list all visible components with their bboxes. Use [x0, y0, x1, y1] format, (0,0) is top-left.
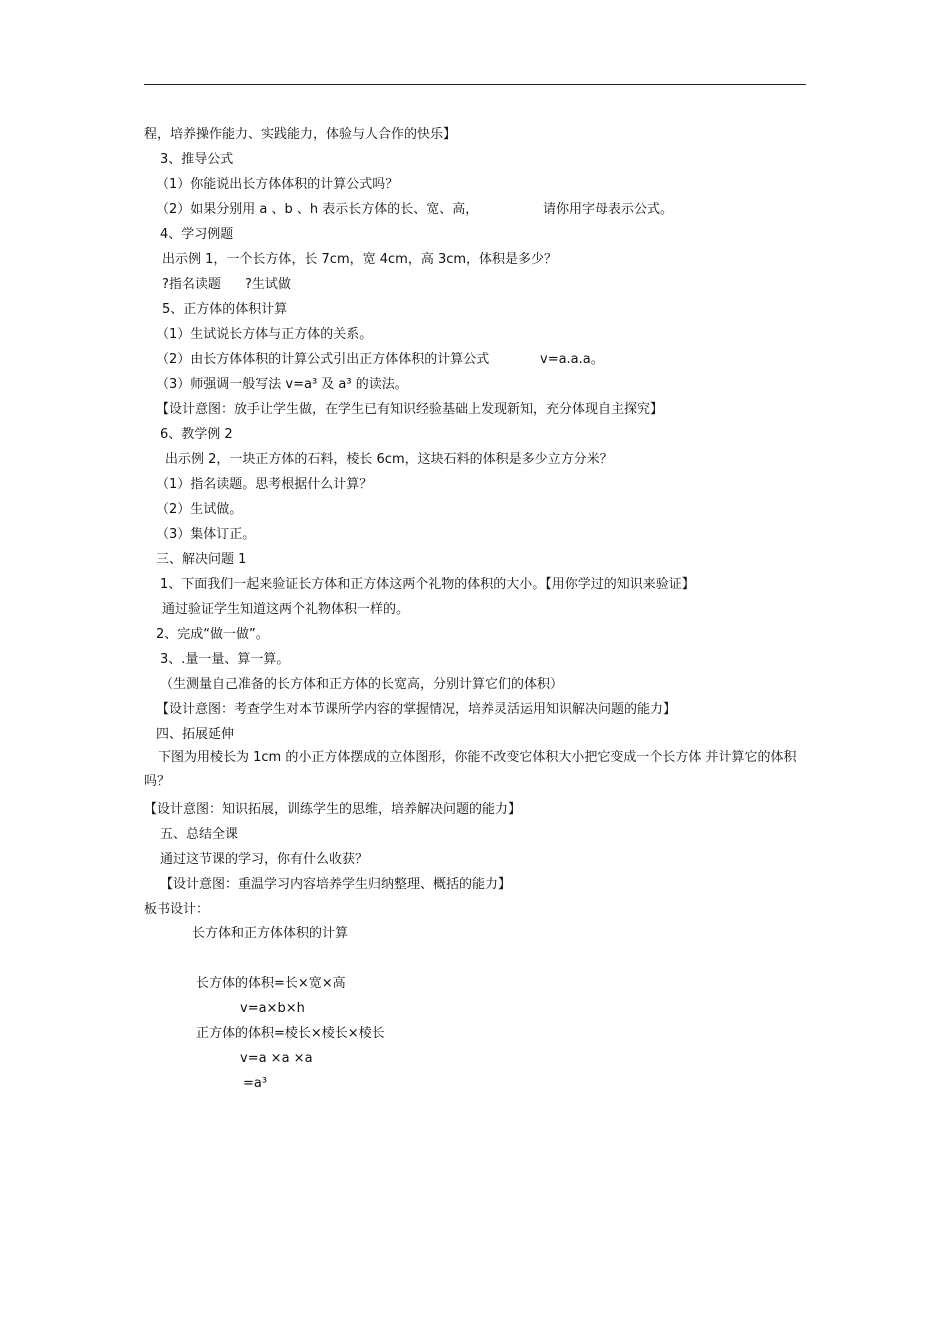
example-2-item-2: （2）生试做。: [156, 502, 243, 517]
board-cuboid-formula: 长方体的体积=长×宽×高: [196, 976, 346, 991]
board-cube-formula: 正方体的体积=棱长×棱长×棱长: [196, 1026, 385, 1041]
example-2-item-1: （1）指名读题。思考根据什么计算？: [156, 477, 373, 492]
solve-item-1: 1、下面我们一起来验证长方体和正方体这两个礼物的体积的大小。【用你学过的知识来验证】: [160, 577, 695, 592]
board-cube-power: =a³: [243, 1076, 268, 1091]
continued-line: 程，培养操作能力、实践能力，体验与人合作的快乐】: [144, 127, 457, 142]
board-title: 长方体和正方体体积的计算: [192, 926, 349, 941]
heading-summary: 五、总结全课: [160, 827, 239, 842]
derive-item-2-tail: 请你用字母表示公式。: [543, 202, 674, 217]
design-intent-3: 【设计意图：知识拓展，训练学生的思维，培养解决问题的能力】: [144, 802, 522, 817]
solve-item-2: 2、完成“做一做”。: [156, 627, 269, 642]
derive-item-2: （2）如果分别用 a 、b 、h 表示长方体的长、宽、高，: [156, 202, 479, 217]
example-1-step-try: ?生试做: [245, 277, 291, 292]
example-2: 出示例 2，一块正方体的石料，棱长 6cm，这块石料的体积是多少立方分米？: [165, 452, 613, 467]
heading-example-2: 6、教学例 2: [160, 427, 233, 442]
heading-cube-volume: 5、正方体的体积计算: [162, 302, 288, 317]
example-1: 出示例 1，一个长方体，长 7cm，宽 4cm，高 3cm，体积是多少？: [162, 252, 558, 267]
cube-item-2: （2）由长方体体积的计算公式引出正方体体积的计算公式: [156, 352, 490, 367]
cube-item-1: （1）生试说长方体与正方体的关系。: [156, 327, 373, 342]
cube-item-3: （3）师强调一般写法 v=a³ 及 a³ 的读法。: [156, 377, 408, 392]
board-cube-letters: v=a ×a ×a: [240, 1051, 313, 1066]
design-intent-2: 【设计意图：考查学生对本节课所学内容的掌握情况，培养灵活运用知识解决问题的能力】: [156, 702, 677, 717]
heading-examples: 4、学习例题: [160, 227, 234, 242]
extension-paragraph: [144, 746, 808, 794]
summary-question: 通过这节课的学习，你有什么收获？: [160, 852, 369, 867]
design-intent-4: 【设计意图：重温学习内容培养学生归纳整理、概括的能力】: [160, 877, 512, 892]
solve-item-1-note: 通过验证学生知道这两个礼物体积一样的。: [162, 602, 410, 617]
example-2-item-3: （3）集体订正。: [156, 527, 256, 542]
derive-item-1: （1）你能说出长方体体积的计算公式吗？: [156, 177, 399, 192]
solve-item-3: 3、.量一量、算一算。: [160, 652, 290, 667]
header-rule: [144, 84, 806, 85]
board-design-label: 板书设计：: [144, 902, 210, 917]
heading-derive-formula: 3、推导公式: [160, 152, 234, 167]
heading-extension: 四、拓展延伸: [156, 727, 235, 742]
design-intent-1: 【设计意图：放手让学生做，在学生已有知识经验基础上发现新知，充分体现自主探究】: [156, 402, 664, 417]
heading-solve-problem: 三、解决问题 1: [156, 552, 247, 567]
solve-item-3-note: （生测量自己准备的长方体和正方体的长宽高，分别计算它们的体积）: [160, 677, 564, 692]
cube-item-2-formula: v=a.a.a。: [540, 352, 604, 367]
example-1-step-read: ?指名读题: [162, 277, 221, 292]
extension-paragraph-text: 下图为用棱长为 1cm 的小正方体摆成的立体图形，你能不改变它体积大小把它变成一个长方体 并计算它的体积吗？: [144, 750, 797, 789]
board-cuboid-letters: v=a×b×h: [240, 1001, 305, 1016]
